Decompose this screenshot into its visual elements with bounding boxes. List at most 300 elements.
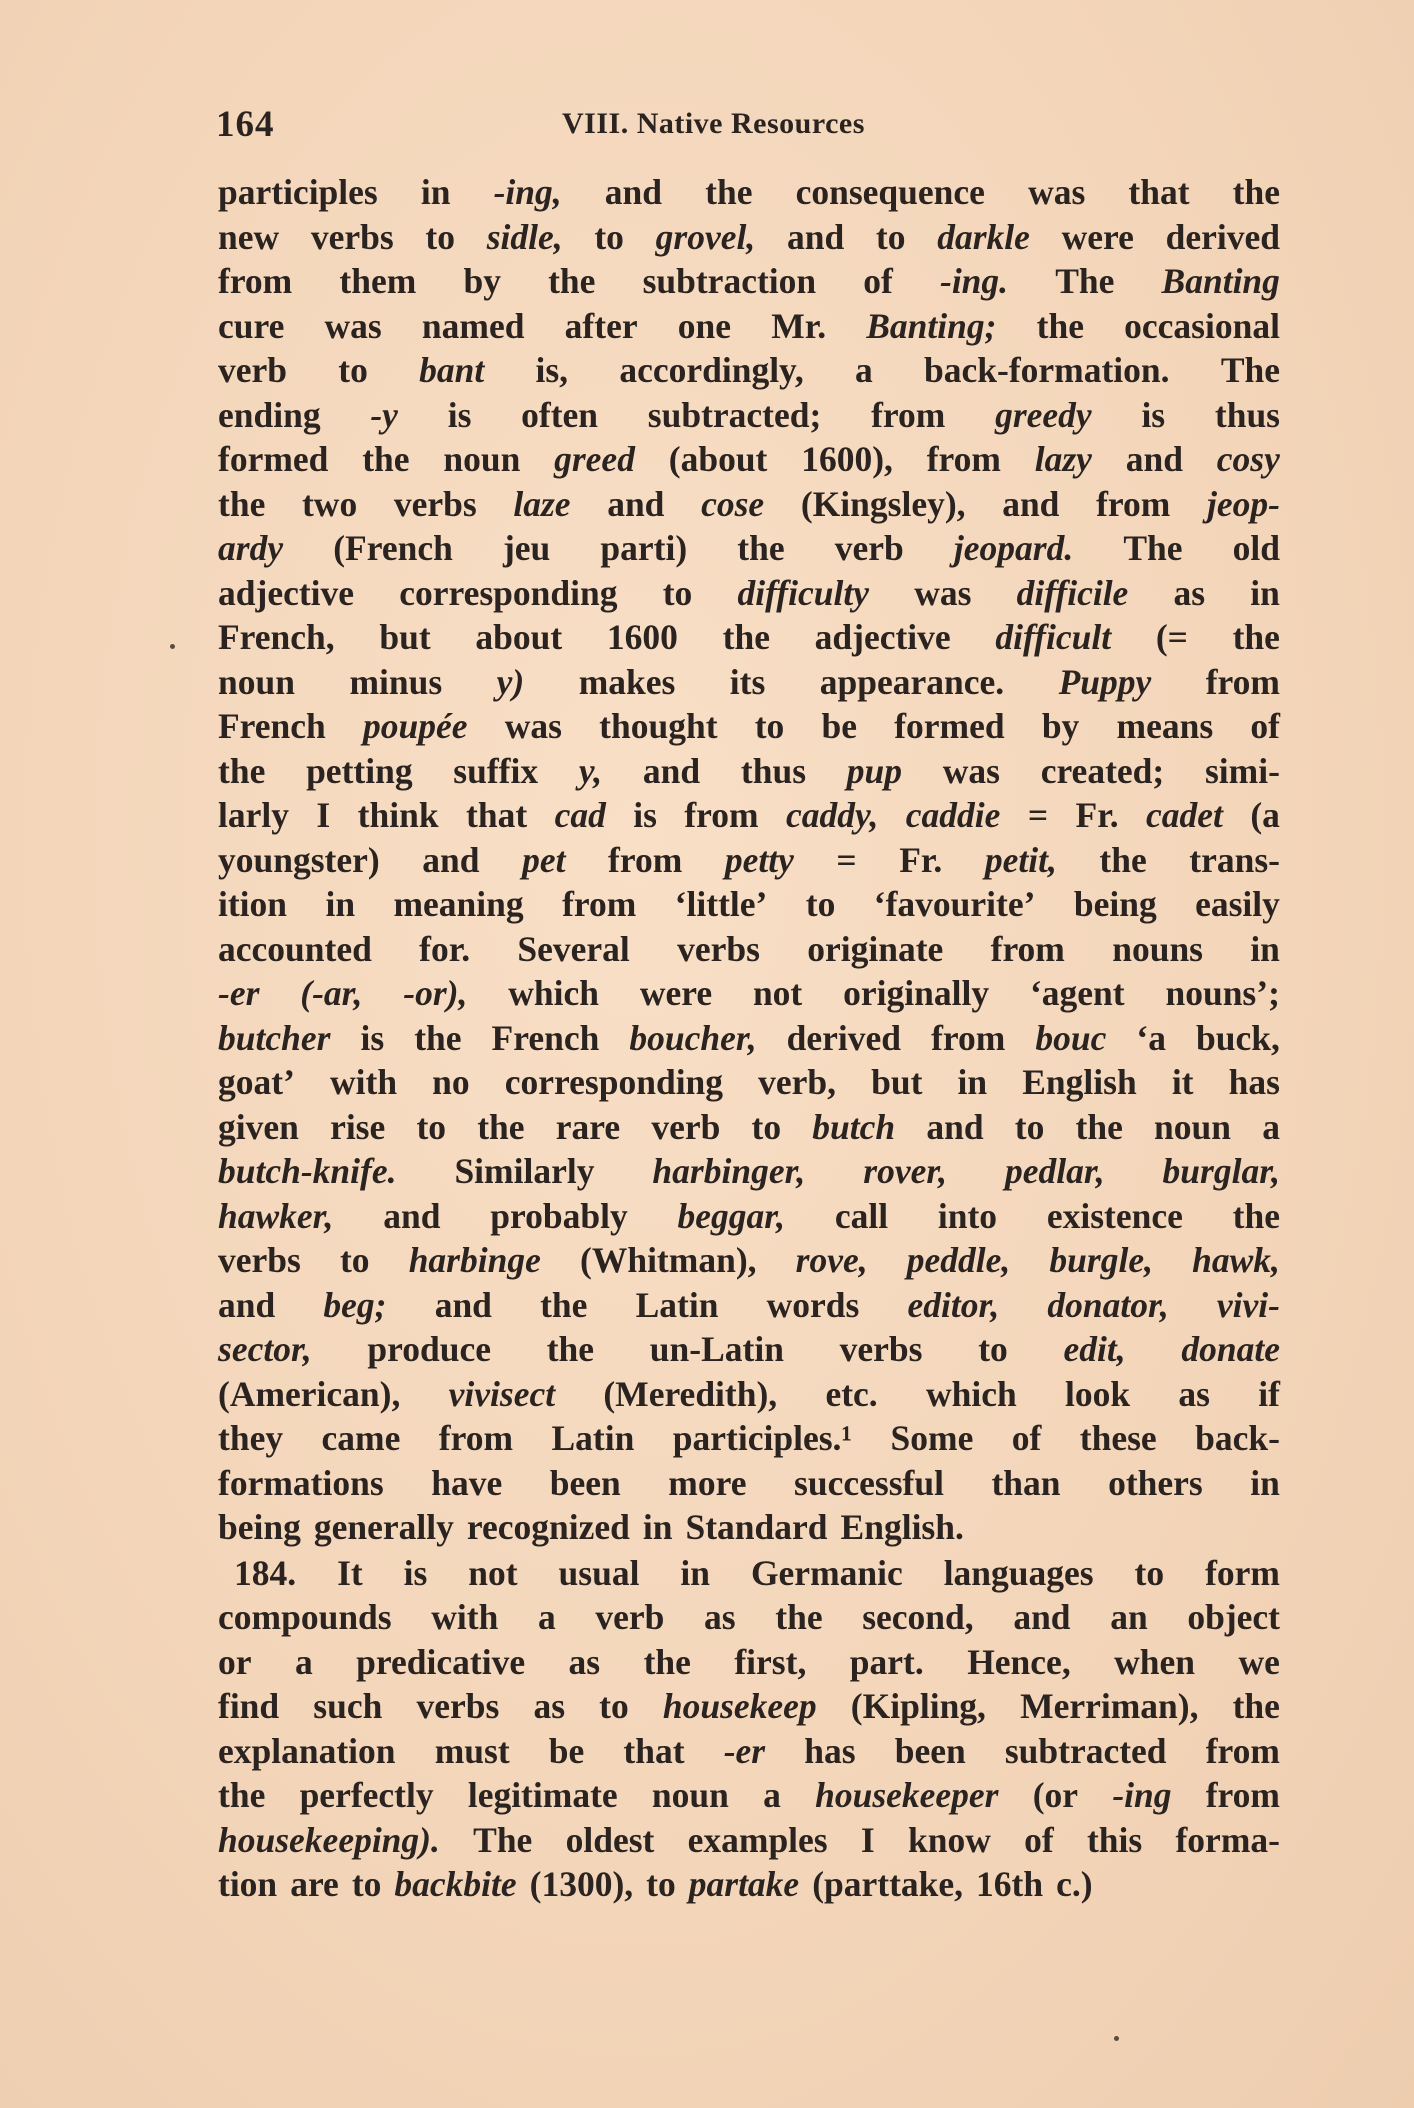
chapter-title: VIII. Native Resources	[562, 107, 865, 140]
word: verbs	[416, 1686, 500, 1726]
word: (parttake,	[812, 1864, 964, 1904]
paragraph-184	[218, 1551, 1280, 1907]
word: its	[729, 661, 766, 702]
word: of	[1011, 1418, 1042, 1458]
word: is	[403, 1552, 428, 1593]
word: others	[1108, 1462, 1203, 1503]
word: difficile	[1016, 572, 1129, 613]
paragraph-number: 184.	[234, 1552, 297, 1593]
word: is	[633, 795, 657, 835]
word: think	[357, 795, 439, 835]
word: to	[754, 706, 785, 746]
word: and	[642, 750, 701, 791]
word: the	[1099, 839, 1147, 880]
word: compounds	[218, 1597, 392, 1637]
word: them	[339, 261, 417, 301]
word: a	[1262, 1106, 1280, 1147]
text-line	[218, 526, 1280, 571]
word: =	[836, 839, 857, 880]
word: difficulty	[737, 572, 869, 613]
word: to	[978, 1329, 1008, 1369]
word: to	[1014, 1106, 1045, 1147]
text-line	[218, 1505, 1280, 1550]
word: Banting;	[866, 305, 997, 346]
word: accordingly,	[619, 350, 804, 390]
word: named	[421, 305, 525, 346]
word: un-Latin	[649, 1329, 784, 1369]
word: a	[294, 1641, 313, 1682]
word: ‘little’	[674, 884, 768, 924]
word: from	[1205, 661, 1280, 702]
word: from	[1096, 483, 1171, 524]
word: the	[1232, 1195, 1280, 1236]
word: The	[473, 1819, 533, 1860]
word: ition	[218, 884, 288, 924]
word: beggar,	[677, 1195, 786, 1236]
word: easily	[1195, 884, 1280, 924]
word: verbs	[393, 483, 477, 524]
word: edit,	[1063, 1329, 1126, 1369]
word: must	[434, 1730, 510, 1771]
text-line	[218, 215, 1280, 260]
word: ‘favourite’	[873, 884, 1036, 924]
word: after	[564, 305, 638, 346]
word: as	[568, 1641, 601, 1682]
text-line	[218, 882, 1280, 927]
word: adjective	[814, 617, 951, 657]
text-line	[218, 1416, 1280, 1461]
word: to	[662, 572, 693, 613]
word: two	[301, 483, 358, 524]
word: form	[1205, 1552, 1280, 1593]
word: cadet	[1146, 795, 1223, 835]
text-line	[218, 348, 1280, 393]
text-line	[218, 1283, 1280, 1328]
word: usual	[558, 1552, 640, 1593]
word: we	[1238, 1641, 1280, 1682]
word: the	[362, 439, 410, 479]
word: from	[562, 884, 637, 924]
text-line	[218, 838, 1280, 883]
word: ‘a	[1136, 1017, 1166, 1058]
page-number: 164	[216, 104, 275, 145]
word: (-ar,	[300, 973, 363, 1013]
word: a	[537, 1597, 556, 1637]
word: Several	[517, 928, 630, 969]
word: originally	[843, 973, 990, 1013]
word: simi-	[1204, 750, 1280, 791]
paragraph-183-continued	[218, 170, 1280, 1550]
text-line	[218, 1194, 1280, 1239]
word: accounted	[218, 928, 372, 969]
word: one	[677, 305, 732, 346]
word: this	[1086, 1819, 1143, 1860]
word: (=	[1155, 617, 1188, 657]
word: were	[639, 973, 713, 1013]
word: probably	[490, 1195, 628, 1236]
word: first,	[734, 1641, 807, 1682]
word: and	[604, 172, 663, 212]
text-line	[218, 1372, 1280, 1417]
word: jeop-	[1207, 483, 1280, 524]
text-line	[218, 1060, 1280, 1105]
word: from	[931, 1017, 1006, 1058]
word: of	[1250, 706, 1280, 746]
word: to	[425, 216, 455, 257]
text-line	[218, 571, 1280, 616]
word: are	[290, 1864, 339, 1904]
word: thus	[1214, 394, 1280, 435]
word: the	[548, 261, 596, 301]
word: noun	[651, 1775, 729, 1815]
word: rise	[330, 1106, 386, 1147]
word: from	[608, 839, 683, 880]
text-line	[218, 749, 1280, 794]
word: know	[907, 1819, 991, 1860]
word: meaning	[393, 884, 524, 924]
word: sector,	[218, 1329, 312, 1369]
word: Merriman),	[1020, 1686, 1199, 1726]
word: cose	[701, 483, 765, 524]
word: given	[218, 1106, 299, 1147]
margin-speck	[170, 644, 175, 649]
word: appearance.	[819, 661, 1005, 702]
word: with	[330, 1062, 398, 1102]
word: but	[871, 1062, 923, 1102]
word: verb	[595, 1597, 665, 1637]
word: formed	[894, 706, 1005, 746]
word: y,	[578, 750, 603, 791]
word: the	[546, 1329, 595, 1369]
word: of	[863, 261, 893, 301]
text-line	[218, 1640, 1280, 1685]
word: Latin	[551, 1418, 635, 1458]
word: was	[942, 750, 1000, 791]
word: rove,	[795, 1240, 868, 1280]
word: lazy	[1034, 439, 1092, 479]
word: words	[766, 1284, 860, 1325]
word: look	[1065, 1373, 1131, 1414]
word: in	[325, 884, 356, 924]
word: predicative	[356, 1641, 526, 1682]
word: than	[991, 1462, 1061, 1503]
word: backbite	[394, 1864, 517, 1904]
word: youngster)	[218, 839, 380, 880]
word: caddie	[905, 795, 1001, 835]
word: perfectly	[299, 1775, 434, 1815]
word: that	[466, 795, 528, 835]
word: they	[218, 1418, 284, 1458]
word: 1600	[606, 617, 678, 657]
word: as	[704, 1597, 736, 1637]
word: successful	[794, 1462, 944, 1503]
word: tion	[218, 1864, 278, 1904]
word: cosy	[1216, 439, 1280, 479]
word: the	[1232, 172, 1280, 212]
word: butcher	[218, 1017, 331, 1058]
word: 16th	[976, 1864, 1044, 1904]
word: but	[379, 617, 431, 657]
word: means	[1116, 706, 1214, 746]
word: bant	[419, 350, 485, 390]
word: was	[1028, 172, 1086, 212]
word: object	[1187, 1597, 1280, 1637]
word: sidle,	[486, 216, 563, 257]
text-line	[218, 927, 1280, 972]
word: petty	[724, 839, 794, 880]
word: be	[821, 706, 857, 746]
word: difficult	[995, 617, 1112, 657]
word: etc.	[825, 1373, 878, 1414]
word: from	[926, 439, 1001, 479]
word: corresponding	[399, 572, 618, 613]
word: to	[646, 1864, 676, 1904]
word: It	[337, 1552, 363, 1593]
word: was	[914, 572, 972, 613]
text-line	[218, 1595, 1280, 1640]
word: formations	[218, 1462, 384, 1503]
word: nouns	[1112, 928, 1203, 969]
word: derived	[786, 1017, 902, 1058]
word: -or),	[403, 973, 468, 1013]
word: old	[1232, 528, 1280, 568]
word: (1300),	[529, 1864, 634, 1904]
word: parti)	[600, 528, 688, 568]
text-line	[218, 1818, 1280, 1863]
text-line	[218, 393, 1280, 438]
word: be	[548, 1730, 585, 1771]
text-line	[218, 1016, 1280, 1061]
word: housekeep	[662, 1686, 817, 1726]
word: cure	[218, 305, 285, 346]
word: it	[1171, 1062, 1194, 1102]
word: ‘agent	[1029, 973, 1125, 1013]
word: to	[416, 1106, 447, 1147]
margin-speck	[1114, 2036, 1119, 2041]
word: Similarly	[454, 1151, 595, 1191]
word: in	[957, 1062, 988, 1102]
word: Latin	[635, 1284, 719, 1325]
word: (or	[1032, 1775, 1079, 1815]
word: were	[1061, 216, 1134, 257]
text-line	[218, 1773, 1280, 1818]
word: recognized	[466, 1507, 630, 1547]
word: verb,	[758, 1062, 837, 1102]
word: -y	[370, 394, 398, 435]
word: derived	[1165, 216, 1280, 257]
word: The	[1055, 261, 1115, 301]
word: (Whitman),	[580, 1240, 757, 1280]
word: is,	[535, 350, 569, 390]
word: noun	[1154, 1106, 1232, 1147]
word: Some	[890, 1418, 974, 1458]
word: such	[313, 1686, 383, 1726]
word: is	[1141, 394, 1166, 435]
word: the	[218, 483, 266, 524]
word: -ing,	[493, 172, 562, 212]
word: nouns’;	[1165, 973, 1280, 1013]
word: buck,	[1196, 1017, 1280, 1058]
word: rare	[555, 1106, 621, 1147]
word: Standard	[685, 1507, 828, 1547]
word: the	[218, 1775, 266, 1815]
word: forma-	[1175, 1819, 1280, 1860]
word: to	[351, 1864, 382, 1904]
word: for.	[419, 928, 471, 969]
word: burgle,	[1049, 1240, 1153, 1280]
word: The	[1123, 528, 1183, 568]
word: -er	[723, 1730, 766, 1771]
word: and	[926, 1106, 984, 1147]
word: Germanic	[750, 1552, 903, 1593]
word: been	[894, 1730, 966, 1771]
word: Mr.	[771, 305, 827, 346]
word: in	[420, 172, 451, 212]
word: or	[218, 1641, 252, 1682]
word: the	[540, 1284, 588, 1325]
text-line	[218, 1149, 1280, 1194]
word: was	[324, 305, 382, 346]
word: call	[834, 1195, 889, 1236]
word: participles	[218, 172, 378, 212]
word: the	[1232, 1686, 1280, 1726]
word: subtracted	[1004, 1730, 1167, 1771]
word: petit,	[984, 839, 1057, 880]
word: from	[1205, 1730, 1280, 1771]
word: to	[875, 216, 906, 257]
word: from	[871, 394, 946, 435]
word: in	[642, 1507, 673, 1547]
word: bouc	[1035, 1017, 1107, 1058]
word: to	[594, 216, 624, 257]
word: pup	[846, 750, 903, 791]
word: from	[438, 1418, 514, 1458]
word: verbs	[677, 928, 760, 969]
word: editor,	[907, 1284, 1000, 1325]
word: being	[218, 1507, 301, 1547]
word: from	[218, 261, 293, 301]
word: jeopard.	[953, 528, 1074, 568]
word: which	[925, 1373, 1017, 1414]
word: (Kingsley),	[800, 483, 966, 524]
word: corresponding	[504, 1062, 724, 1102]
word: as	[1173, 572, 1206, 613]
word: and	[1125, 439, 1183, 479]
text-line	[218, 304, 1280, 349]
word: from	[990, 928, 1065, 969]
word: into	[937, 1195, 998, 1236]
text-line	[218, 704, 1280, 749]
word: caddy,	[786, 795, 879, 835]
word: (French	[333, 528, 453, 568]
word: adjective	[218, 572, 355, 613]
word: pedlar,	[1005, 1151, 1105, 1191]
text-line	[218, 259, 1280, 304]
word: examples	[687, 1819, 828, 1860]
text-line	[218, 1684, 1280, 1729]
word: subtracted;	[647, 394, 822, 435]
word: occasional	[1124, 305, 1280, 346]
word: part.	[849, 1641, 924, 1682]
word: Fr.	[1075, 795, 1119, 835]
word: verb	[651, 1106, 721, 1147]
word: harbinge	[408, 1240, 541, 1280]
word: butch	[812, 1106, 896, 1147]
word: goat’	[218, 1062, 295, 1102]
word: a	[763, 1775, 781, 1815]
word: 1600),	[801, 439, 893, 479]
word: suffix	[453, 750, 539, 791]
text-line	[218, 482, 1280, 527]
word: (American),	[218, 1373, 401, 1414]
word: poupée	[363, 706, 468, 746]
word: and	[607, 483, 665, 524]
word: housekeeping).	[218, 1819, 440, 1860]
word: originate	[807, 928, 944, 969]
text-line	[218, 615, 1280, 660]
word: pet	[522, 839, 566, 880]
word: generally	[313, 1507, 454, 1547]
word: verbs	[218, 1240, 301, 1280]
running-head	[216, 103, 1276, 151]
word: verb	[834, 528, 904, 568]
word: came	[321, 1418, 401, 1458]
word: the	[737, 528, 785, 568]
text-line	[218, 660, 1280, 705]
word: not	[468, 1552, 518, 1593]
word: verb	[218, 350, 288, 390]
text-line	[218, 170, 1280, 215]
word: produce	[367, 1329, 492, 1369]
word: I	[316, 795, 331, 835]
word: to	[338, 350, 368, 390]
word: the	[1036, 305, 1084, 346]
word: ardy	[218, 528, 284, 568]
word: the	[477, 1106, 525, 1147]
word: explanation	[218, 1730, 396, 1771]
word: minus	[349, 661, 443, 702]
word: in	[1250, 1462, 1280, 1503]
word: as	[533, 1686, 566, 1726]
word: harbinger,	[652, 1151, 806, 1191]
word: y)	[496, 661, 525, 702]
word: participles.¹	[672, 1418, 853, 1458]
word: back-formation.	[924, 350, 1170, 390]
word: have	[431, 1462, 503, 1503]
word: created;	[1040, 750, 1165, 791]
word: -ing	[1112, 1775, 1172, 1815]
word: and	[218, 1284, 276, 1325]
word: in	[1250, 928, 1280, 969]
word: not	[752, 973, 803, 1013]
word: and	[383, 1195, 441, 1236]
word: and	[1002, 483, 1060, 524]
word: a	[855, 350, 873, 390]
word: hawker,	[218, 1195, 334, 1236]
word: legitimate	[467, 1775, 618, 1815]
text-line	[218, 1461, 1280, 1506]
word: (Kipling,	[850, 1686, 986, 1726]
word: (a	[1250, 795, 1280, 835]
word: existence	[1046, 1195, 1183, 1236]
word: by	[1041, 706, 1080, 746]
word: larly	[218, 795, 289, 835]
word: consequence	[795, 172, 985, 212]
word: to	[805, 884, 836, 924]
word: to	[751, 1106, 782, 1147]
word: these	[1079, 1418, 1157, 1458]
word: English.	[840, 1507, 964, 1547]
